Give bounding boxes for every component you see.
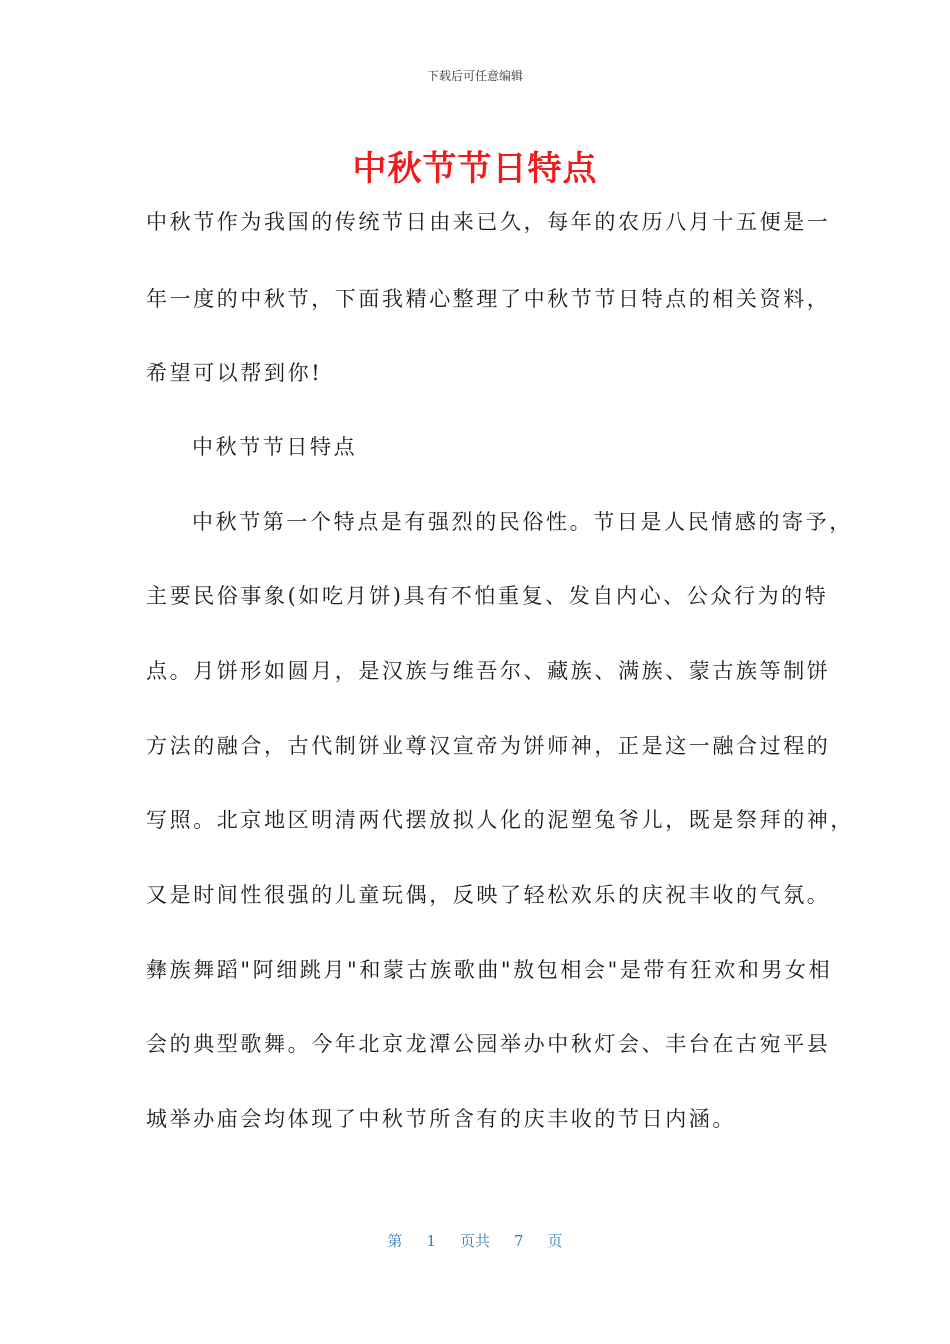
footer-page-middle: 页共 (459, 1232, 490, 1250)
paragraph-line: 中秋节第一个特点是有强烈的民俗性。节日是人民情感的寄予， (192, 510, 853, 534)
footer-page-total: 7 (514, 1232, 524, 1250)
paragraph-line: 城举办庙会均体现了中秋节所含有的庆丰收的节日内涵。 (146, 1107, 736, 1131)
document-title: 中秋节节日特点 (352, 149, 598, 189)
section-heading: 中秋节节日特点 (192, 435, 358, 459)
paragraph-line: 写照。北京地区明清两代摆放拟人化的泥塑兔爷儿，既是祭拜的神， (146, 808, 854, 832)
paragraph-line: 年一度的中秋节，下面我精心整理了中秋节节日特点的相关资料， (146, 287, 831, 311)
paragraph-line: 会的典型歌舞。今年北京龙潭公园举办中秋灯会、丰台在古宛平县 (146, 1032, 831, 1056)
footer-page-prefix: 第 (387, 1232, 403, 1250)
paragraph-line: 又是时间性很强的儿童玩偶，反映了轻松欢乐的庆祝丰收的气氛。 (146, 883, 831, 907)
footer-page-suffix: 页 (547, 1232, 563, 1250)
footer-page-current: 1 (426, 1232, 436, 1250)
paragraph-line: 方法的融合，古代制饼业尊汉宣帝为饼师神，正是这一融合过程的 (146, 734, 831, 758)
paragraph-line: 点。月饼形如圆月，是汉族与维吾尔、藏族、满族、蒙古族等制饼 (146, 659, 831, 683)
paragraph-line: 主要民俗事象(如吃月饼)具有不怕重复、发自内心、公众行为的特 (146, 584, 829, 608)
page-footer (0, 1230, 950, 1251)
paragraph-line: 彝族舞蹈"阿细跳月"和蒙古族歌曲"敖包相会"是带有狂欢和男女相 (146, 958, 833, 982)
paragraph-line: 中秋节作为我国的传统节日由来已久，每年的农历八月十五便是一 (146, 210, 831, 234)
header-note: 下载后可任意编辑 (426, 69, 523, 83)
paragraph-line: 希望可以帮到你! (146, 361, 323, 385)
